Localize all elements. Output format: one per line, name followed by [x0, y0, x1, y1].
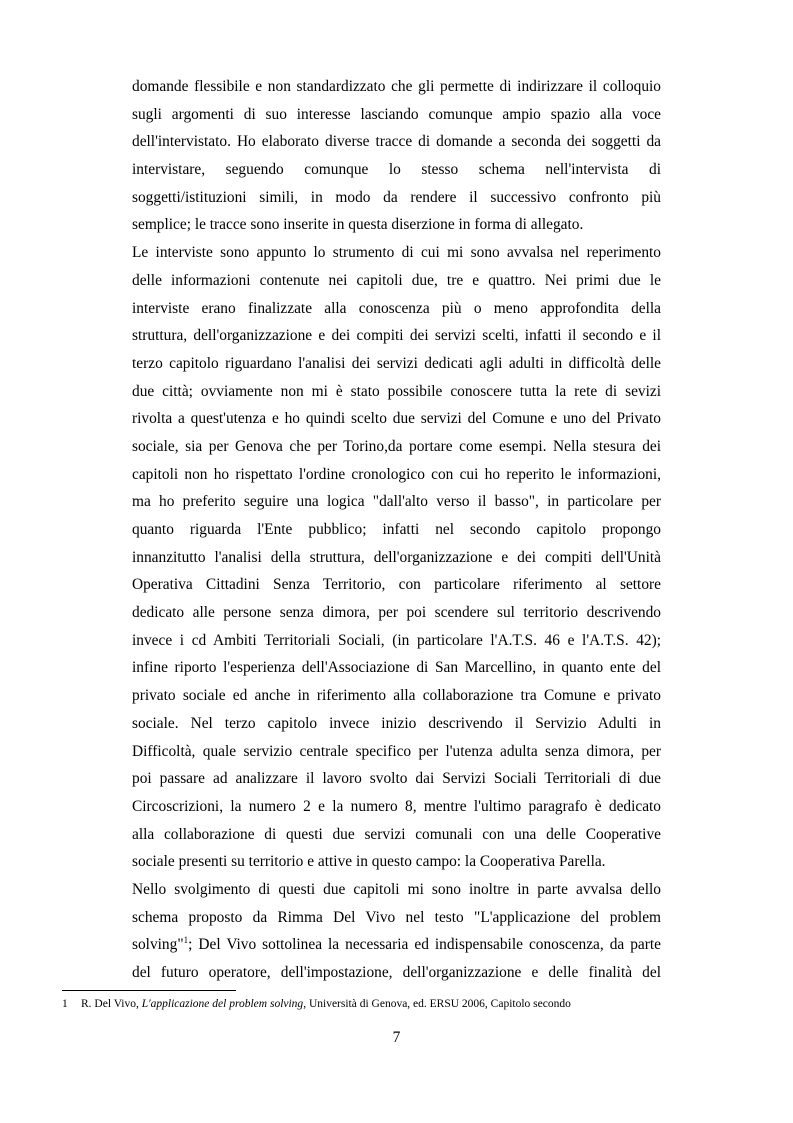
page-number: 7: [392, 1029, 401, 1046]
text-line: Difficoltà, quale servizio centrale specifico per l'utenza adulta senza dimora, per: [132, 742, 661, 760]
text-line: intervistare, seguendo comunque lo stesso schema nell'intervista di: [132, 161, 661, 179]
footnote-title: L'applicazione del problem solving: [141, 998, 304, 1010]
text-line: rivolta a quest'utenza e ho quindi scelto due servizi del Comune e uno del Privato: [132, 410, 661, 428]
footnote-divider: [62, 990, 236, 991]
footnote-number: 1: [62, 998, 68, 1010]
text-line: privato sociale ed anche in riferimento alla collaborazione tra Comune e privato: [132, 687, 661, 705]
footnote: [62, 997, 672, 1011]
text-line: sugli argomenti di suo interesse lasciando comunque ampio spazio alla voce: [132, 105, 661, 123]
text-line: sociale. Nel terzo capitolo invece inizio descrivendo il Servizio Adulti in: [132, 714, 661, 732]
text-line: Operativa Cittadini Senza Territorio, con particolare riferimento al settore: [132, 576, 661, 594]
footnote-marker[interactable]: 1: [183, 935, 189, 946]
text-fragment: solving": [132, 936, 184, 954]
text-line: poi passare ad analizzare il lavoro svolto dai Servizi Sociali Territoriali di due: [132, 770, 661, 788]
footnote-details: , Università di Genova, ed. ERSU 2006, Capitolo secondo: [303, 998, 571, 1010]
text-line: capitoli non ho rispettato l'ordine cronologico con cui ho reperito le informazioni,: [132, 465, 661, 483]
text-line: due città; ovviamente non mi è stato possibile conoscere tutta la rete di sevizi: [132, 382, 661, 400]
text-line: invece i cd Ambiti Territoriali Sociali, (in particolare l'A.T.S. 46 e l'A.T.S. 42);: [132, 631, 661, 649]
footnote-author: R. Del Vivo,: [81, 998, 142, 1010]
text-line: Circoscrizioni, la numero 2 e la numero 8, mentre l'ultimo paragrafo è dedicato: [132, 797, 661, 815]
text-line: delle informazioni contenute nei capitoli due, tre e quattro. Nei primi due le: [132, 271, 661, 289]
text-line: semplice; le tracce sono inserite in questa diserzione in forma di allegato.: [132, 216, 584, 234]
text-line: del futuro operatore, dell'impostazione, dell'organizzazione e delle finalità del: [132, 964, 661, 981]
text-line: struttura, dell'organizzazione e dei compiti dei servizi scelti, infatti il secondo e il: [132, 327, 661, 345]
text-line: ma ho preferito seguire una logica "dall'alto verso il basso", in particolare per: [132, 493, 661, 511]
body-text: [132, 73, 661, 987]
text-line: sociale, sia per Genova che per Torino,da portare come esempi. Nella stesura dei: [132, 437, 661, 455]
text-line: soggetti/istituzioni simili, in modo da rendere il successivo confronto più: [132, 188, 661, 206]
text-line: Le interviste sono appunto lo strumento di cui mi sono avvalsa nel reperimento: [132, 244, 661, 262]
text-line: Nello svolgimento di questi due capitoli mi sono inoltre in parte avvalsa dello: [132, 880, 661, 898]
text-line: domande flessibile e non standardizzato che gli permette di indirizzare il colloquio: [132, 78, 661, 95]
text-line: quanto riguarda l'Ente pubblico; infatti nel secondo capitolo propongo: [132, 521, 661, 538]
text-line: interviste erano finalizzate alla conoscenza più o meno approfondita della: [132, 299, 661, 317]
text-line: [132, 931, 661, 959]
text-line: sociale presenti su territorio e attive in questo campo: la Cooperativa Parella.: [132, 853, 606, 871]
text-line: schema proposto da Rimma Del Vivo nel testo "L'applicazione del problem: [132, 908, 661, 926]
text-line: innanzitutto l'analisi della struttura, dell'organizzazione e dei compiti dell'Unità: [132, 548, 661, 566]
text-fragment: ; Del Vivo sottolinea la necessaria ed indispensabile conoscenza, da parte: [188, 936, 661, 954]
text-line: alla collaborazione di questi due servizi comunali con una delle Cooperative: [132, 825, 661, 843]
text-line: dedicato alle persone senza dimora, per poi scendere sul territorio descrivendo: [132, 604, 661, 622]
text-line: terzo capitolo riguardano l'analisi dei servizi dedicati agli adulti in difficoltà delle: [132, 354, 661, 372]
text-line: infine riporto l'esperienza dell'Associazione di San Marcellino, in quanto ente del: [132, 659, 661, 677]
text-line: dell'intervistato. Ho elaborato diverse tracce di domande a seconda dei soggetti da: [132, 133, 661, 151]
